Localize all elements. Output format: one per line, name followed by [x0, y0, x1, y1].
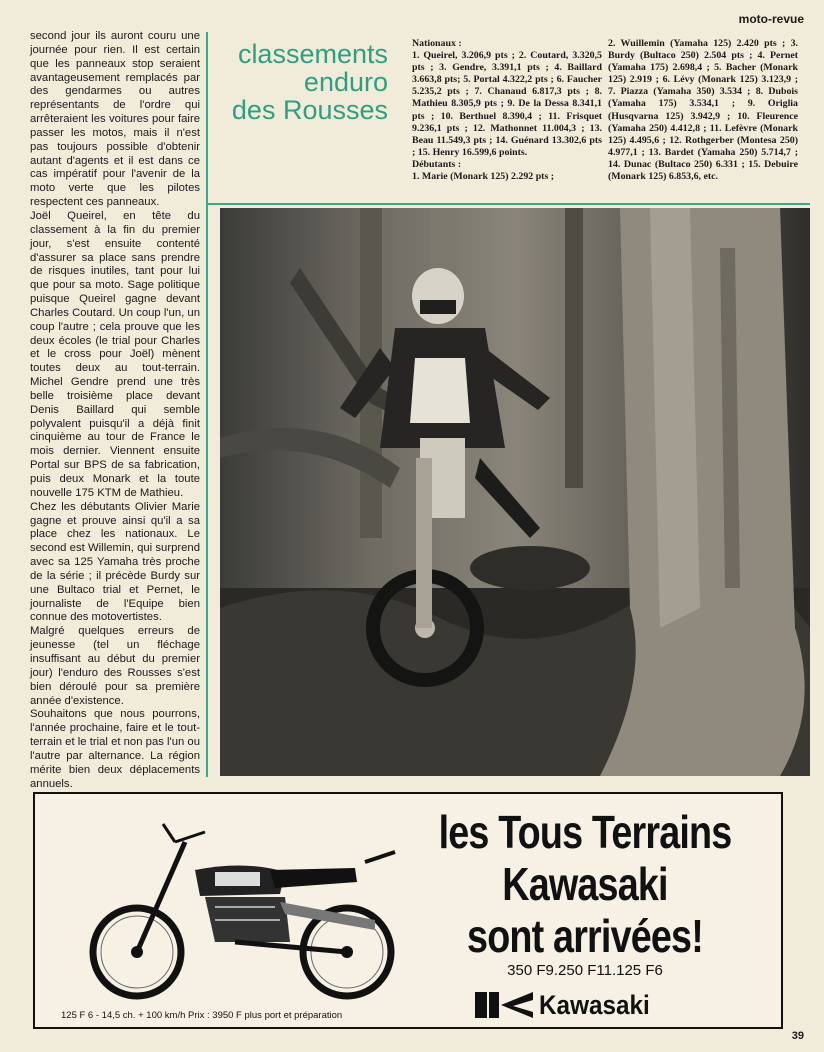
- ad-headline-line: Kawasaki: [502, 858, 668, 910]
- column-divider: [206, 32, 208, 777]
- headline: [210, 40, 388, 124]
- article-paragraph: second jour ils auront couru une journée pour rien. Il est certain que les panneaux stop seraient avantageusement remplacés par des gendarmes ou autres représentants de l'ordre qui arrêteraient les voitures pour faire passer les motos, mais il n'est pas toujours possible d'obtenir autant d'agents et il est dans ce cas impératif pour l'avenir de la moto verte que les pilotes respectent ces panneaux.: [30, 30, 200, 209]
- ad-headline-line: les Tous Terrains: [438, 806, 732, 858]
- article-paragraph: Souhaitons que nous pourrons, l'année prochaine, faire et le tout-terrain et le trial et non pas l'un ou l'autre par alternance. La région mérite bien deux déplacements annuels.: [30, 708, 200, 790]
- section-divider: [206, 203, 810, 205]
- kawasaki-advertisement: [33, 792, 783, 1029]
- ad-models: 350 F9.250 F11.125 F6: [507, 962, 663, 979]
- article-column: [30, 30, 200, 791]
- kawasaki-logo: [475, 990, 715, 1020]
- enduro-rider-photo: [220, 208, 810, 776]
- page-number: 39: [791, 1030, 804, 1042]
- kawasaki-k-icon: [475, 990, 535, 1020]
- article-paragraph: Chez les débutants Olivier Marie gagne et prouve ainsi qu'il a sa place chez les nationaux. Le second est Willemin, qui surprend avec sa 125 Yamaha très proche de la série ; il précède Burdy sur une Bultaco trial et Pernet, le journaliste de l'Equipe bien connue des motovertistes.: [30, 500, 200, 624]
- results-heading: Nationaux :: [412, 38, 462, 49]
- headline-line: enduro: [303, 67, 388, 97]
- ad-headline: [429, 806, 741, 962]
- headline-line: des Rousses: [231, 95, 388, 125]
- ad-headline-line: sont arrivées!: [467, 910, 703, 962]
- results-text: 1. Marie (Monark 125) 2.292 pts ;: [412, 171, 555, 183]
- headline-line: classements: [237, 39, 388, 69]
- article-paragraph: Malgré quelques erreurs de jeunesse (tel un fléchage insuffisant au début du premier jour) l'enduro des Rousses s'est bien déroulé pour sa première année d'existence.: [30, 625, 200, 707]
- results-text: 1. Queirel, 3.206,9 pts ; 2. Coutard, 3.320,5 pts ; 3. Gendre, 3.391,1 pts ; 4. Baillard 3.663,8 pts; 5. Portal 4.322,2 pts ; 6. Faucher 5.235,2 pts ; 7. Chanaud 6.817,3 pts ; 8. Mathieu 8.305,9 pts ; 9. De la Dessa 8.341,1 pts ; 10. Berthuel 8.390,4 ; 11. Frisquet 9.236,1 pts ; 12. Mathonnet 11.004,3 ; 13. Beau 11.549,3 pts ; 14. Guénard 13.302,6 pts ; 15. Henry 16.599,6 points.: [412, 50, 602, 158]
- motorcycle-illustration: [75, 802, 415, 1012]
- results-text: 2. Wuillemin (Yamaha 125) 2.420 pts ; 3. Burdy (Bultaco 250) 2.504 pts ; 4. Pernet (Yamaha 175) 2.698,4 ; 5. Bacher (Monark 125) 2.919 ; 6. Lévy (Monark 125) 3.123,9 ; 7. Piazza (Yamaha 350) 3.534 ; 8. Dubois (Yamaha 175) 3.534,1 ; 9. Origlia (Husqvarna 125) 3.942,9 ; 10. Fleurence (Yamaha 250) 4.412,8 ; 11. Lefèvre (Monark 125) 4.495,6 ; 12. Rothgerber (Montesa 250) 4.977,1 ; 13. Bardet (Yamaha 250) 5.714,7 ; 14. Dunac (Bultaco 250) 6.331 ; 15. Debuire (Monark 125) 6.853,6, etc.: [608, 38, 798, 183]
- ad-caption: 125 F 6 - 14,5 ch. + 100 km/h Prix : 3950 F plus port et préparation: [61, 1010, 343, 1021]
- results-column-1: [412, 38, 602, 183]
- article-paragraph: Joël Queirel, en tête du classement à la fin du premier jour, s'est ensuite contenté d'assurer sa place sans prendre de risques inutiles, tant pour lui que pour sa moto. Sage politique puisque Queirel gagne devant Charles Coutard. Un coup l'un, un coup l'autre ; cela prouve que les deux écoles (le trial pour Charles et le cross pour Joël) mènent toutes deux au tout-terrain. Michel Gendre prend une très belle troisième place devant Denis Baillard qui semble polyvalent puisqu'il a déjà finit cinquième au tour de France le mois dernier. Viennent ensuite Portal sur BPS de sa fabrication, puis deux Monark et la toute nouvelle 175 KTM de Mathieu.: [30, 209, 200, 499]
- results-heading: Débutants :: [412, 158, 462, 170]
- kawasaki-logo-text: Kawasaki: [539, 990, 650, 1020]
- masthead: moto-revue: [738, 12, 804, 26]
- results-column-2: [608, 38, 798, 183]
- photo-illustration: [220, 208, 810, 776]
